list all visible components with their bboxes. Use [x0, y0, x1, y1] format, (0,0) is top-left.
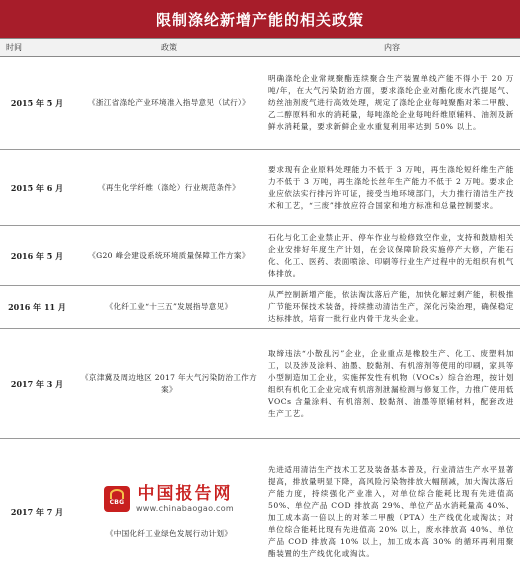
table-row: [0, 439, 520, 584]
row-policy: 《再生化学纤维（涤纶）行业规范条件》: [74, 150, 264, 226]
table-row: [0, 57, 520, 150]
row-content: 明确涤纶企业常规聚酯连续聚合生产装置单线产能不得小于 20 万吨/年，在大气污染防治方面，要求涤纶企业对酯化废水汽提尾气、纺丝油剂废气进行高效处理，规定了涤纶企业每吨聚酯对苯二甲酸、乙二醇原料和水的消耗量，每吨涤纶企业每吨纤维原辅料、油剂及新鲜水消耗量，要求新鲜企业水重复利用率达到 50% 以上。: [264, 57, 520, 150]
table-row: [0, 150, 520, 226]
page-title: 限制涤纶新增产能的相关政策: [0, 0, 520, 38]
row-content: 石化与化工企业禁止开、停车作业与检修致空作业，支持和鼓励相关企业安排好年度生产计划，在会议保障阶段实施停产大修，产能石化、化工、医药、表面喷涂、印刷等行业生产过程中的无组织有机气体排放。: [264, 226, 520, 286]
header-content: 内容: [264, 39, 520, 57]
cbg-logo-icon: CBG: [104, 486, 130, 512]
watermark-url: www.chinabaogao.com: [135, 503, 235, 513]
row-time: 2016 年 11 月: [0, 286, 74, 329]
row-policy: 《中国化纤工业绿色发展行动计划》: [105, 528, 233, 538]
table-row: [0, 329, 520, 439]
row-policy: 《化纤工业“十三五”发展指导意见》: [74, 286, 264, 329]
row-content: 从严控制新增产能，依法淘汰落后产能，加快化解过剩产能，积极推广节能环保技术装备，持续推动清洁生产，深化污染治理，确保稳定达标排放，培育一批行业内骨干龙头企业。: [264, 286, 520, 329]
row-policy: 《G20 峰会建设系统环境质量保障工作方案》: [74, 226, 264, 286]
row-policy: 《浙江省涤纶产业环境准入指导意见（试行）》: [74, 57, 264, 150]
table-header-row: [0, 39, 520, 57]
header-time: 时间: [0, 39, 74, 57]
watermark: [104, 484, 234, 514]
row-policy: 《京津冀及周边地区 2017 年大气污染防治工作方案》: [74, 329, 264, 439]
row-time: 2015 年 6 月: [0, 150, 74, 226]
table-row: [0, 286, 520, 329]
row-content: 先进适用清洁生产技术工艺及装备基本普及，行业清洁生产水平显著提高，排放量明显下降，高风险污染物排放大幅削减，加大淘汰落后产能力度，持续强化产业准入，对单位综合能耗比现有先进值高 50%、单位产品 COD 排放高 29%、单位产品水消耗量高 40%、加工成本高一倍以上的对苯二甲酸（PTA）生产线优化或淘汰；对单位综合能耗比现有先进值高 20% 以上，废水排放高 40%、单位产品 COD 排放高 10% 以上，加工成本高 30% 的循环再利用聚酯装置的生产线优化或淘汰。: [264, 439, 520, 584]
row-time: 2016 年 5 月: [0, 226, 74, 286]
row-time: 2017 年 3 月: [0, 329, 74, 439]
row-content: 取缔违法“小散乱污”企业，企业重点是橡胶生产、化工、废塑料加工，以及涉及涂料、油墨、胶黏剂、有机溶剂等使用的印刷，家具等小型制造加工企业，实施挥发性有机物（VOCs）综合治理，按计划组织有机化工企业完成有机溶剂泄漏检测与修复工作，力推广使用低 VOCs 含量涂料、有机溶剂、胶黏剂、油墨等原辅材料，配套改进生产工艺。: [264, 329, 520, 439]
policy-table: [0, 38, 520, 584]
header-policy: 政策: [74, 39, 264, 57]
table-row: [0, 226, 520, 286]
row-policy-cell: [74, 439, 264, 584]
row-time: 2015 年 5 月: [0, 57, 74, 150]
watermark-name: 中国报告网: [137, 483, 233, 504]
row-content: 要求现有企业原料处理能力不低于 3 万吨，再生涤纶短纤维生产能力不低于 3 万吨，再生涤纶长丝年生产能力不低于 2 万吨。要求企业应依法实行排污许可证，接受当地环境部门，大力推行清洁生产技术和工艺，“三废”排放应符合国家和地方标准和总量控制要求。: [264, 150, 520, 226]
row-time: 2017 年 7 月: [0, 439, 74, 584]
